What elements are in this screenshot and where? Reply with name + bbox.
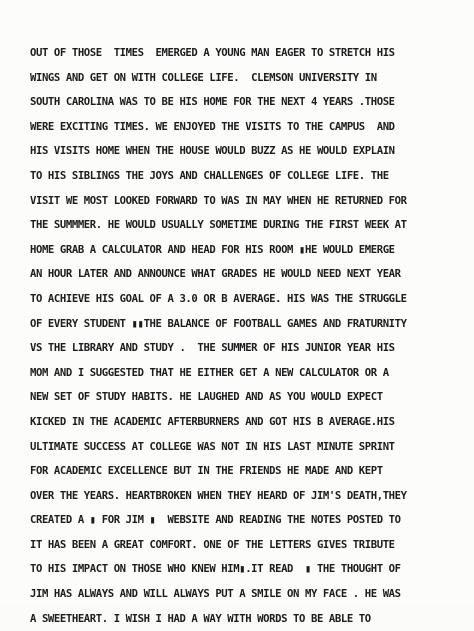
text-line: IT HAS BEEN A GREAT COMFORT. ONE OF THE LETTERS GIVES TRIBUTE [30, 538, 395, 551]
text-line: VISIT WE MOST LOOKED FORWARD TO WAS IN MAY WHEN HE RETURNED FOR [30, 194, 407, 207]
text-line: TO HIS IMPACT ON THOSE WHO KNEW HIM▮.IT READ ▮ THE THOUGHT OF [30, 563, 401, 576]
text-line: NEW SET OF STUDY HABITS. HE LAUGHED AND AS YOU WOULD EXPECT [30, 391, 383, 404]
text-line: HIS VISITS HOME WHEN THE HOUSE WOULD BUZZ AS HE WOULD EXPLAIN [30, 145, 395, 158]
text-line: CREATED A ▮ FOR JIM ▮ WEBSITE AND READING THE NOTES POSTED TO [30, 514, 401, 527]
text-line: WINGS AND GET ON WITH COLLEGE LIFE. CLEMSON UNIVERSITY IN [30, 71, 377, 84]
text-line: MOM AND I SUGGESTED THAT HE EITHER GET A NEW CALCULATOR OR A [30, 366, 389, 379]
text-line: FOR ACADEMIC EXCELLENCE BUT IN THE FRIENDS HE MADE AND KEPT [30, 465, 383, 478]
text-line: A SWEETHEART. I WISH I HAD A WAY WITH WORDS TO BE ABLE TO [30, 612, 371, 625]
text-line: THE SUMMMER. HE WOULD USUALLY SOMETIME DURING THE FIRST WEEK AT [30, 219, 407, 232]
text-line: OF EVERY STUDENT ▮▮THE BALANCE OF FOOTBALL GAMES AND FRATURNITY [30, 317, 407, 330]
text-line: AN HOUR LATER AND ANNOUNCE WHAT GRADES HE WOULD NEED NEXT YEAR [30, 268, 401, 281]
text-line: JIM HAS ALWAYS AND WILL ALWAYS PUT A SMILE ON MY FACE . HE WAS [30, 588, 401, 601]
text-line: KICKED IN THE ACADEMIC AFTERBURNERS AND GOT HIS B AVERAGE.HIS [30, 415, 395, 428]
text-line: SOUTH CAROLINA WAS TO BE HIS HOME FOR THE NEXT 4 YEARS .THOSE [30, 96, 395, 109]
text-line: OUT OF THOSE TIMES EMERGED A YOUNG MAN EAGER TO STRETCH HIS [30, 47, 395, 59]
text-line: OVER THE YEARS. HEARTBROKEN WHEN THEY HEARD OF JIM'S DEATH,THEY [30, 489, 407, 502]
text-line: TO HIS SIBLINGS THE JOYS AND CHALLENGES OF COLLEGE LIFE. THE [30, 169, 389, 182]
letter-body [30, 41, 450, 631]
text-line: HOME GRAB A CALCULATOR AND HEAD FOR HIS ROOM ▮HE WOULD EMERGE [30, 243, 395, 256]
text-line: WERE EXCITING TIMES. WE ENJOYED THE VISITS TO THE CAMPUS AND [30, 120, 395, 133]
text-line: TO ACHIEVE HIS GOAL OF A 3.0 OR B AVERAGE. HIS WAS THE STRUGGLE [30, 292, 407, 305]
text-line: ULTIMATE SUCCESS AT COLLEGE WAS NOT IN HIS LAST MINUTE SPRINT [30, 440, 395, 453]
text-line: VS THE LIBRARY AND STUDY . THE SUMMER OF HIS JUNIOR YEAR HIS [30, 342, 395, 355]
